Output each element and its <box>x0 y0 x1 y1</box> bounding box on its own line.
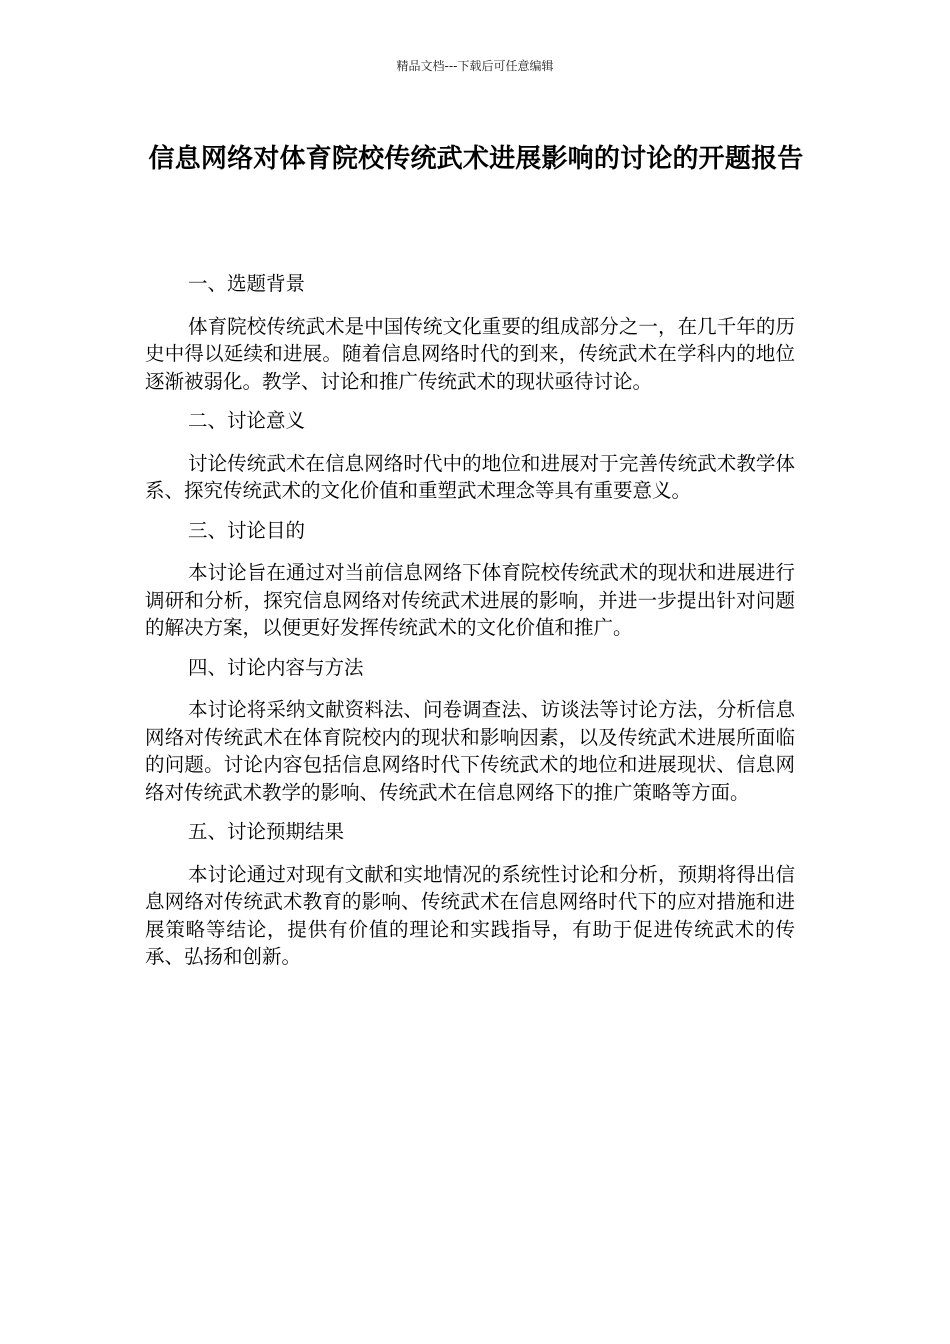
document-title: 信息网络对体育院校传统武术进展影响的讨论的开题报告 <box>148 144 804 174</box>
section-heading-purpose: 三、讨论目的 <box>188 518 306 542</box>
section-paragraph-significance: 讨论传统武术在信息网络时代中的地位和进展对于完善传统武术教学体系、探究传统武术的文化价值和重塑武术理念等具有重要意义。 <box>145 451 795 502</box>
page-header: 精品文档---下载后可任意编辑 <box>396 59 554 73</box>
section-heading-expected-results: 五、讨论预期结果 <box>188 820 345 843</box>
section-heading-significance: 二、讨论意义 <box>188 409 306 432</box>
document-body <box>145 270 795 971</box>
section-paragraph-background: 体育院校传统武术是中国传统文化重要的组成部分之一，在几千年的历史中得以延续和进展。随着信息网络时代的到来，传统武术在学科内的地位逐渐被弱化。教学、讨论和推广传统武术的现状亟待讨论。 <box>145 314 795 393</box>
section-paragraph-expected-results: 本讨论通过对现有文献和实地情况的系统性讨论和分析，预期将得出信息网络对传统武术教育的影响、传统武术在信息网络时代下的应对措施和进展策略等结论，提供有价值的理论和实践指导，有助于促进传统武术的传承、弘扬和创新。 <box>145 862 795 968</box>
section-paragraph-content-methods: 本讨论将采纳文献资料法、问卷调查法、访谈法等讨论方法，分析信息网络对传统武术在体育院校内的现状和影响因素，以及传统武术进展所面临的问题。讨论内容包括信息网络时代下传统武术的地位和进展现状、信息网络对传统武术教学的影响、传统武术在信息网络下的推广策略等方面。 <box>145 698 795 804</box>
section-heading-background: 一、选题背景 <box>188 272 306 295</box>
section-heading-content-methods: 四、讨论内容与方法 <box>188 655 364 679</box>
section-paragraph-purpose: 本讨论旨在通过对当前信息网络下体育院校传统武术的现状和进展进行调研和分析，探究信息网络对传统武术进展的影响，并进一步提出针对问题的解决方案，以便更好发挥传统武术的文化价值和推广。 <box>145 561 795 639</box>
